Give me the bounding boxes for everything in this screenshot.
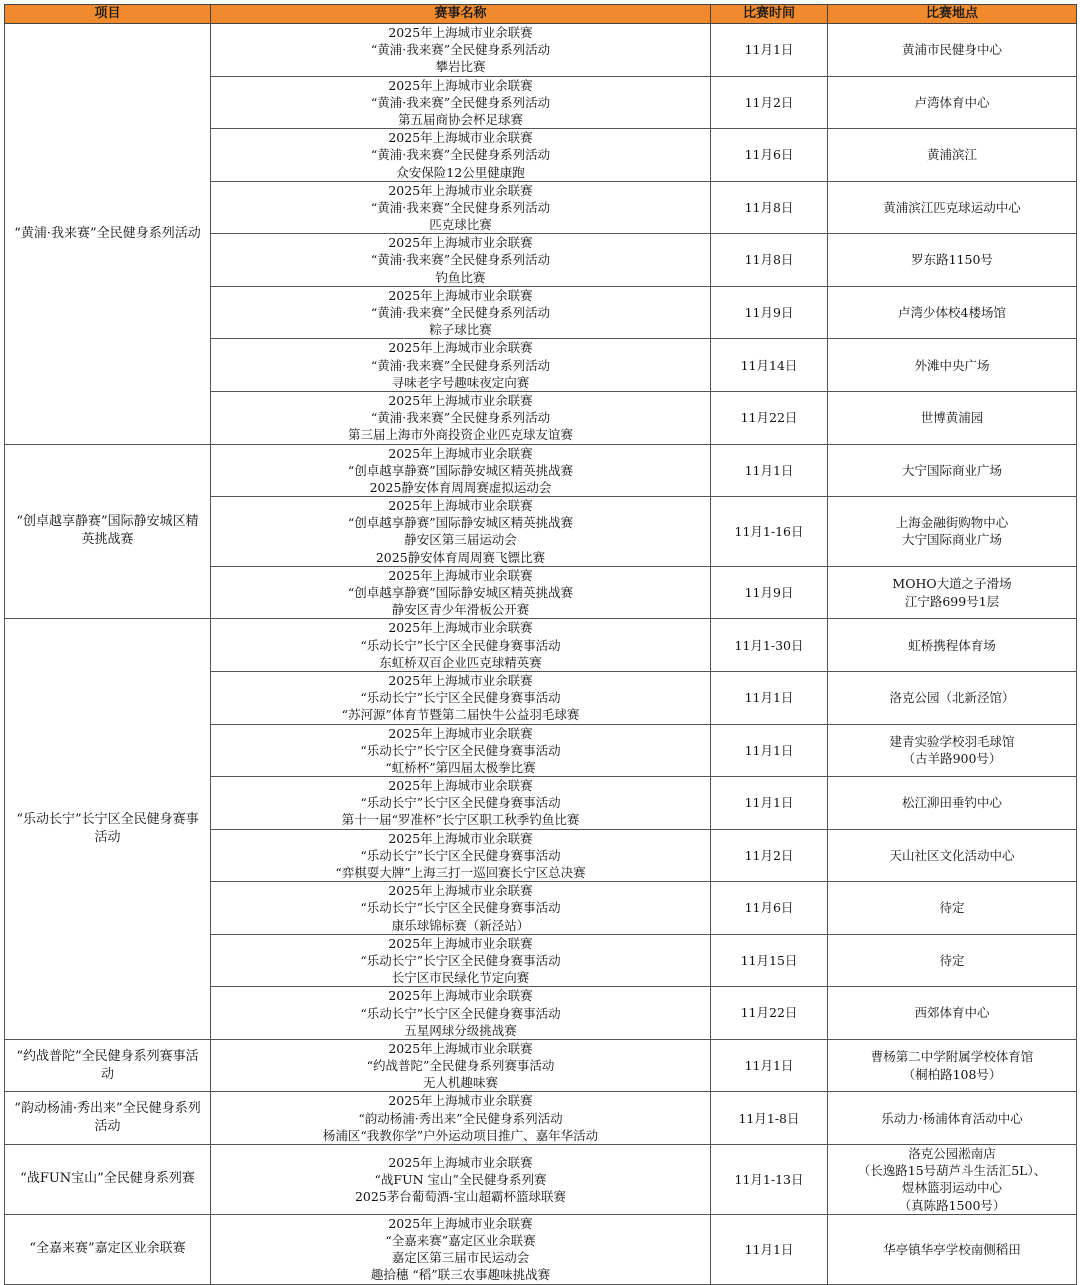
- event-time-cell: 11月8日: [711, 181, 828, 234]
- category-cell: “黄浦·我来赛”全民健身系列活动: [5, 24, 211, 445]
- event-name-line: “战FUN 宝山”全民健身系列赛: [374, 1171, 547, 1187]
- event-name-line: “乐动长宁”长宁区全民健身赛事活动: [360, 900, 561, 916]
- event-name-cell: [211, 444, 711, 497]
- event-name-line: “乐动长宁”长宁区全民健身赛事活动: [360, 847, 561, 863]
- event-location-line: 大宁国际商业广场: [901, 532, 1002, 548]
- event-name-line: 2025静安体育周周赛虚拟运动会: [369, 479, 552, 495]
- event-name-cell: [211, 619, 711, 672]
- event-location-line: 乐动力·杨浦体育活动中心: [881, 1110, 1023, 1126]
- event-time-cell: 11月9日: [711, 566, 828, 619]
- event-name-line: 2025年上海城市业余联赛: [388, 988, 533, 1004]
- event-name-line: 长宁区市民绿化节定向赛: [391, 970, 530, 986]
- event-location-cell: [828, 286, 1077, 339]
- event-name-line: 2025年上海城市业余联赛: [388, 883, 533, 899]
- event-location-cell: [828, 234, 1077, 287]
- event-name-line: 2025年上海城市业余联赛: [388, 620, 533, 636]
- event-name-line: “黄浦·我来赛”全民健身系列活动: [370, 42, 551, 58]
- event-location-line: 罗东路1150号: [911, 252, 993, 268]
- event-name-line: “创卓越享静赛”国际静安城区精英挑战赛: [347, 585, 574, 600]
- event-name-line: 2025年上海城市业余联赛: [388, 235, 533, 251]
- event-name-line: 2025年上海城市业余联赛: [388, 1093, 533, 1109]
- event-name-cell: [211, 566, 711, 619]
- event-name-line: 2025年上海城市业余联赛: [388, 672, 533, 688]
- table-row: [5, 444, 1077, 497]
- event-name-cell: [211, 882, 711, 935]
- event-location-line: （桐柏路108号）: [902, 1066, 1002, 1082]
- schedule-table-container: [4, 4, 1077, 1285]
- event-location-line: 大宁国际商业广场: [901, 462, 1002, 478]
- event-name-line: “乐动长宁”长宁区全民健身赛事活动: [360, 637, 561, 653]
- event-name-cell: [211, 987, 711, 1040]
- event-name-cell: [211, 1145, 711, 1215]
- event-location-line: 黄浦滨江: [926, 147, 977, 163]
- event-name-line: 2025静安体育周周赛飞镖比赛: [375, 549, 546, 565]
- event-location-line: 待定: [939, 952, 965, 968]
- event-name-line: “韵动杨浦·秀出来”全民健身系列活动: [358, 1110, 563, 1126]
- table-row: [5, 1092, 1077, 1145]
- event-name-line: 2025年上海城市业余联赛: [388, 392, 533, 408]
- event-name-line: 五星网球分级挑战赛: [404, 1022, 517, 1038]
- event-time-cell: 11月14日: [711, 339, 828, 392]
- category-cell: “创卓越享静赛”国际静安城区精英挑战赛: [5, 444, 211, 619]
- table-row: [5, 24, 1077, 77]
- event-location-cell: [828, 497, 1077, 567]
- event-location-line: 洛克公园淞南店: [908, 1146, 996, 1161]
- event-location-line: （真陈路1500号）: [898, 1197, 1006, 1213]
- event-name-cell: [211, 1039, 711, 1092]
- event-location-line: 建青实验学校羽毛球馆: [889, 734, 1015, 750]
- event-name-cell: [211, 286, 711, 339]
- event-schedule-table: [4, 4, 1077, 1285]
- event-time-cell: 11月1日: [711, 1214, 828, 1284]
- event-location-line: 煜林篮羽运动中心: [901, 1180, 1002, 1196]
- event-time-cell: 11月1日: [711, 444, 828, 497]
- event-name-line: 2025年上海城市业余联赛: [388, 935, 533, 951]
- event-name-line: “乐动长宁”长宁区全民健身赛事活动: [360, 795, 561, 811]
- event-name-line: 2025年上海城市业余联赛: [388, 1154, 533, 1170]
- table-row: [5, 1145, 1077, 1215]
- event-name-line: 2025年上海城市业余联赛: [388, 778, 533, 794]
- event-name-line: 2025年上海城市业余联赛: [388, 77, 533, 93]
- event-name-line: “黄浦·我来赛”全民健身系列活动: [370, 357, 551, 373]
- event-location-cell: [828, 181, 1077, 234]
- event-name-line: 静安区第三届运动会: [404, 532, 517, 548]
- event-time-cell: 11月1日: [711, 1039, 828, 1092]
- event-name-line: 2025年上海城市业余联赛: [388, 567, 533, 583]
- event-name-line: 2025年上海城市业余联赛: [388, 287, 533, 303]
- header-event-name: 赛事名称: [211, 5, 711, 24]
- event-location-line: 西郊体育中心: [914, 1005, 990, 1021]
- event-location-cell: [828, 76, 1077, 129]
- event-name-line: 众安保险12公里健康跑: [396, 164, 525, 180]
- event-location-cell: [828, 882, 1077, 935]
- event-time-cell: 11月1-13日: [711, 1145, 828, 1215]
- event-name-line: “黄浦·我来赛”全民健身系列活动: [370, 199, 551, 215]
- event-name-cell: [211, 339, 711, 392]
- event-name-cell: [211, 934, 711, 987]
- event-name-line: “约战普陀”全民健身系列赛事活动: [366, 1058, 555, 1074]
- event-time-cell: 11月6日: [711, 882, 828, 935]
- event-time-cell: 11月22日: [711, 391, 828, 444]
- event-time-cell: 11月2日: [711, 76, 828, 129]
- event-location-cell: [828, 724, 1077, 777]
- event-name-line: 2025年上海城市业余联赛: [388, 830, 533, 846]
- event-name-line: 粽子球比赛: [429, 322, 492, 338]
- event-name-line: “乐动长宁”长宁区全民健身赛事活动: [360, 742, 561, 758]
- event-name-cell: [211, 724, 711, 777]
- category-cell: “战FUN宝山”全民健身系列赛: [5, 1145, 211, 1215]
- event-location-cell: [828, 129, 1077, 182]
- event-name-line: “创卓越享静赛”国际静安城区精英挑战赛: [347, 462, 574, 478]
- event-location-line: （长逸路15号葫芦斗生活汇5L）、: [857, 1163, 1047, 1179]
- event-location-line: 江宁路699号1层: [904, 593, 1000, 609]
- event-name-line: 2025年上海城市业余联赛: [388, 498, 533, 514]
- event-name-line: 嘉定区第三届市民运动会: [391, 1250, 530, 1266]
- event-time-cell: 11月1日: [711, 671, 828, 724]
- table-row: [5, 619, 1077, 672]
- event-location-line: 世博黄浦园: [920, 410, 984, 426]
- event-name-line: “乐动长宁”长宁区全民健身赛事活动: [360, 1005, 561, 1021]
- category-cell: “韵动杨浦·秀出来”全民健身系列活动: [5, 1092, 211, 1145]
- event-location-cell: [828, 1145, 1077, 1215]
- event-name-line: 攀岩比赛: [435, 59, 486, 75]
- event-name-line: 2025年上海城市业余联赛: [388, 182, 533, 198]
- event-time-cell: 11月1日: [711, 724, 828, 777]
- event-location-cell: [828, 934, 1077, 987]
- event-time-cell: 11月9日: [711, 286, 828, 339]
- event-name-cell: [211, 1092, 711, 1145]
- event-location-cell: [828, 829, 1077, 882]
- event-name-line: “苏河源”体育节暨第二届快牛公益羽毛球赛: [341, 707, 580, 723]
- event-name-line: 寻味老字号趣味夜定向赛: [391, 374, 530, 390]
- table-body: [5, 24, 1077, 1285]
- event-location-line: 松江泖田垂钓中心: [901, 795, 1002, 811]
- event-location-line: 华亭镇华亭学校南侧稻田: [883, 1241, 1021, 1257]
- event-name-line: “乐动长宁”长宁区全民健身赛事活动: [360, 690, 561, 706]
- event-location-cell: [828, 671, 1077, 724]
- event-name-line: 2025年上海城市业余联赛: [388, 725, 533, 741]
- event-location-line: 天山社区文化活动中心: [889, 847, 1015, 863]
- event-location-line: MOHO大道之子滑场: [892, 576, 1012, 592]
- event-name-cell: [211, 24, 711, 77]
- event-time-cell: 11月2日: [711, 829, 828, 882]
- event-time-cell: 11月1日: [711, 24, 828, 77]
- event-name-line: 东虹桥双百企业匹克球精英赛: [379, 654, 542, 670]
- event-name-line: 2025年上海城市业余联赛: [388, 340, 533, 356]
- event-name-line: 康乐球锦标赛（新泾站）: [391, 917, 530, 933]
- event-name-line: “黄浦·我来赛”全民健身系列活动: [370, 305, 551, 320]
- event-name-line: 匹克球比赛: [429, 217, 492, 233]
- event-name-line: 2025年上海城市业余联赛: [388, 1215, 533, 1231]
- event-location-line: 黄浦市民健身中心: [901, 42, 1002, 58]
- event-location-line: 洛克公园（北新泾馆）: [889, 690, 1015, 706]
- event-name-cell: [211, 829, 711, 882]
- event-name-line: “乐动长宁”长宁区全民健身赛事活动: [360, 952, 561, 968]
- event-name-line: 杨浦区“我教你学”户外运动项目推广、嘉年华活动: [322, 1127, 599, 1143]
- event-time-cell: 11月1日: [711, 777, 828, 830]
- event-name-line: 钓鱼比赛: [435, 269, 486, 285]
- event-time-cell: 11月1-16日: [711, 497, 828, 567]
- event-name-line: 第五届商协会杯足球赛: [397, 111, 523, 127]
- event-location-line: 卢湾少体校4楼场馆: [898, 304, 1006, 320]
- event-name-line: 第三届上海市外商投资企业匹克球友谊赛: [347, 427, 573, 443]
- event-location-cell: [828, 339, 1077, 392]
- event-time-cell: 11月1-8日: [711, 1092, 828, 1145]
- event-name-line: “黄浦·我来赛”全民健身系列活动: [370, 147, 551, 163]
- event-location-cell: [828, 24, 1077, 77]
- event-location-line: 卢湾体育中心: [914, 94, 990, 110]
- event-name-cell: [211, 777, 711, 830]
- event-location-cell: [828, 566, 1077, 619]
- event-time-cell: 11月8日: [711, 234, 828, 287]
- event-name-line: “虹桥杯”第四届太极拳比赛: [385, 759, 536, 775]
- event-name-line: 静安区青少年滑板公开赛: [391, 602, 530, 618]
- event-name-line: 2025年上海城市业余联赛: [388, 445, 533, 461]
- header-time: 比赛时间: [711, 5, 828, 24]
- event-location-line: 上海金融街购物中心: [895, 515, 1009, 531]
- event-name-cell: [211, 671, 711, 724]
- event-location-cell: [828, 987, 1077, 1040]
- event-name-line: 2025茅台葡萄酒-宝山超霸杯篮球联赛: [354, 1189, 567, 1204]
- category-cell: “约战普陀”全民健身系列赛事活动: [5, 1039, 211, 1092]
- event-time-cell: 11月1-30日: [711, 619, 828, 672]
- event-name-cell: [211, 497, 711, 567]
- event-location-cell: [828, 1039, 1077, 1092]
- header-category: 项目: [5, 5, 211, 24]
- event-location-cell: [828, 1214, 1077, 1284]
- event-name-line: 趣拾穗 “稻”联三农事趣味挑战赛: [370, 1267, 551, 1283]
- category-cell: “全嘉来赛”嘉定区业余联赛: [5, 1214, 211, 1284]
- event-name-cell: [211, 76, 711, 129]
- event-name-cell: [211, 181, 711, 234]
- event-time-cell: 11月15日: [711, 934, 828, 987]
- event-name-cell: [211, 129, 711, 182]
- event-name-cell: [211, 234, 711, 287]
- header-row: [5, 5, 1077, 24]
- event-name-line: 2025年上海城市业余联赛: [388, 1040, 533, 1056]
- event-name-line: “黄浦·我来赛”全民健身系列活动: [370, 252, 551, 268]
- event-location-cell: [828, 444, 1077, 497]
- event-name-line: “创卓越享静赛”国际静安城区精英挑战赛: [347, 515, 574, 531]
- event-location-line: （古羊路900号）: [902, 751, 1002, 767]
- event-location-line: 外滩中央广场: [914, 357, 990, 373]
- event-location-line: 虹桥携程体育场: [908, 637, 996, 653]
- event-name-line: “黄浦·我来赛”全民健身系列活动: [370, 94, 551, 110]
- event-location-line: 黄浦滨江匹克球运动中心: [883, 199, 1021, 215]
- event-name-line: 2025年上海城市业余联赛: [388, 25, 533, 40]
- event-location-cell: [828, 1092, 1077, 1145]
- event-name-line: 无人机趣味赛: [422, 1075, 498, 1091]
- category-cell: “乐动长宁”长宁区全民健身赛事活动: [5, 619, 211, 1040]
- event-time-cell: 11月6日: [711, 129, 828, 182]
- event-time-cell: 11月22日: [711, 987, 828, 1040]
- table-row: [5, 1039, 1077, 1092]
- header-location: 比赛地点: [828, 5, 1077, 24]
- event-name-line: 2025年上海城市业余联赛: [388, 130, 533, 146]
- event-location-line: 曹杨第二中学附属学校体育馆: [870, 1049, 1034, 1065]
- event-name-line: 第十一届“罗准杯”长宁区职工秋季钓鱼比赛: [341, 812, 580, 828]
- event-name-cell: [211, 1214, 711, 1284]
- event-location-cell: [828, 777, 1077, 830]
- event-name-line: “全嘉来赛”嘉定区业余联赛: [385, 1233, 536, 1248]
- event-name-cell: [211, 391, 711, 444]
- event-name-line: “弈棋耍大牌”上海三打一巡回赛长宁区总决赛: [335, 865, 586, 880]
- event-location-cell: [828, 619, 1077, 672]
- event-location-line: 待定: [939, 900, 965, 916]
- event-location-cell: [828, 391, 1077, 444]
- event-name-line: “黄浦·我来赛”全民健身系列活动: [370, 410, 551, 426]
- table-row: [5, 1214, 1077, 1284]
